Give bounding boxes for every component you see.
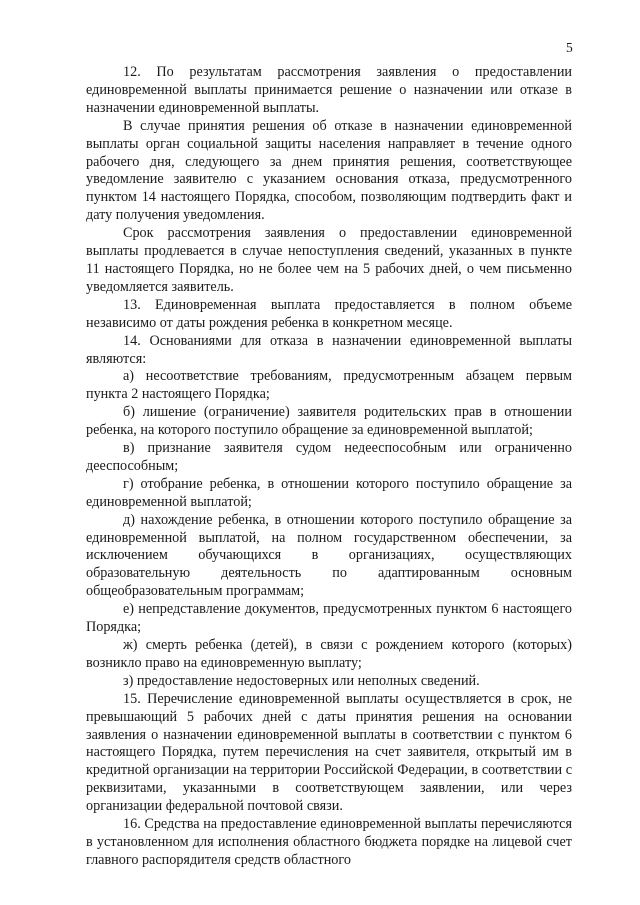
list-item-d: д) нахождение ребенка, в отношении которого поступило обращение за единовременной выплатой, на полном государственном обеспечении, за исключением обучающихся в организациях, осуществляющих образовательную деятельность по адаптированным основным общеобразовательным программам; bbox=[86, 511, 572, 600]
list-item-zh: ж) смерть ребенка (детей), в связи с рождением которого (которых) возникло право на единовременную выплату; bbox=[86, 637, 572, 671]
list-item-g: г) отобрание ребенка, в отношении которого поступило обращение за единовременной выплатой; bbox=[86, 475, 572, 510]
paragraph-review-extension: Срок рассмотрения заявления о предоставлении единовременной выплаты продлевается в случае непоступления сведений, указанных в пункте 11 настоящего Порядка, но не более чем на 5 рабочих дней, о чем письменно уведомляется заявитель. bbox=[86, 225, 572, 295]
paragraph-15: 15. Перечисление единовременной выплаты осуществляется в срок, не превышающий 5 рабочих дней с даты принятия решения на основании заявления о назначении единовременной выплаты в соответствии с пунктом 6 настоящего Порядка, путем перечисления на счет заявителя, открытый им в кредитной организации на территории Российской Федерации, в соответствии с реквизитами, указанными в соответствующем заявлении, или через организации федеральной почтовой связи. bbox=[86, 690, 572, 815]
paragraph-13: 13. Единовременная выплата предоставляется в полном объеме независимо от даты рождения ребенка в конкретном месяце. bbox=[86, 296, 572, 331]
paragraph-14: 14. Основаниями для отказа в назначении единовременной выплаты являются: bbox=[86, 332, 572, 367]
list-item-e: е) непредставление документов, предусмотренных пунктом 6 настоящего Порядка; bbox=[86, 601, 572, 636]
list-item-b: б) лишение (ограничение) заявителя родительских прав в отношении ребенка, на которого поступило обращение за единовременной выплатой; bbox=[86, 404, 572, 439]
paragraph-12: 12. По результатам рассмотрения заявления о предоставлении единовременной выплаты принимается решение о назначении или отказе в назначении единовременной выплаты. bbox=[86, 64, 572, 116]
list-item-v: в) признание заявителя судом недееспособным или ограниченно дееспособным; bbox=[86, 440, 572, 474]
list-item-a: а) несоответствие требованиям, предусмотренным абзацем первым пункта 2 настоящего Порядка; bbox=[86, 368, 572, 403]
list-item-z: з) предоставление недостоверных или неполных сведений. bbox=[123, 672, 480, 689]
paragraph-refusal-notice: В случае принятия решения об отказе в назначении единовременной выплаты орган социальной защиты населения направляет в течение одного рабочего дня, следующего за днем принятия решения, соответствующее уведомление заявителю с указанием основания отказа, предусмотренного пунктом 14 настоящего Порядка, способом, позволяющим подтвердить факт и дату получения уведомления. bbox=[86, 117, 572, 224]
document-body bbox=[86, 64, 572, 870]
paragraph-16: 16. Средства на предоставление единовременной выплаты перечисляются в установленном для исполнения областного бюджета порядке на лицевой счет главного распорядителя средств областного bbox=[86, 816, 572, 868]
page-number: 5 bbox=[566, 40, 573, 55]
